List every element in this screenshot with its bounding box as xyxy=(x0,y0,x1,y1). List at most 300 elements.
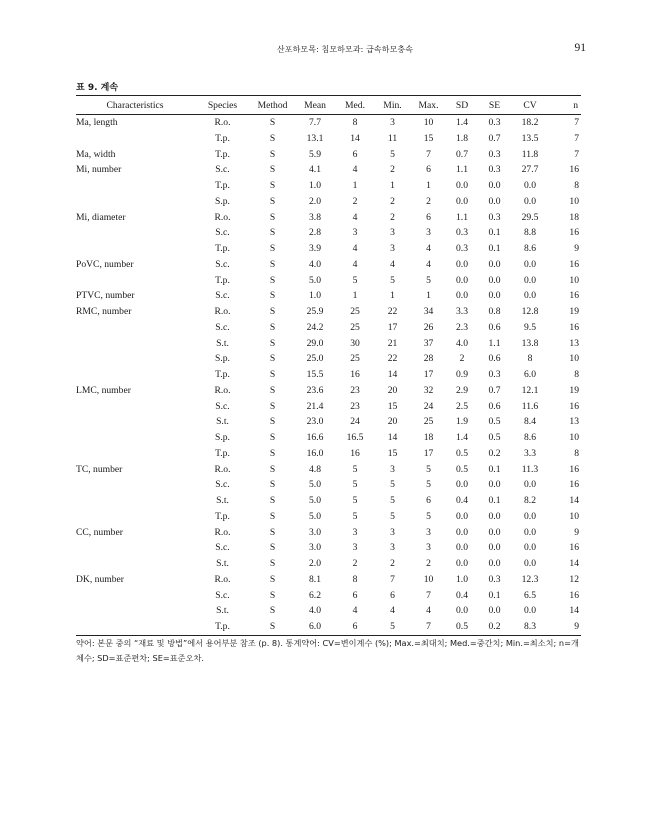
cell-median: 2 xyxy=(352,558,358,569)
cell-sd: 2.9 xyxy=(456,384,468,396)
cell-max: 37 xyxy=(423,337,434,349)
cell-species: T.p. xyxy=(215,243,230,254)
cell-mean: 4.8 xyxy=(309,463,321,475)
cell-mean: 3.0 xyxy=(309,526,321,538)
cell-characteristics xyxy=(76,414,194,430)
cell-sd: 0.0 xyxy=(456,526,468,538)
table-row xyxy=(76,304,581,320)
cell-n: 19 xyxy=(569,384,579,396)
cell-cv: 3.3 xyxy=(524,447,536,459)
cell-se: 0.2 xyxy=(478,619,511,635)
cell-n: 16 xyxy=(569,463,579,475)
cell-cv: 6.0 xyxy=(524,369,536,380)
cell-cv: 8.8 xyxy=(524,227,536,239)
cell-median: 25 xyxy=(350,321,360,333)
cell-median: 4 xyxy=(352,258,358,270)
cell-mean: 24.2 xyxy=(306,321,324,333)
cell-n: 8 xyxy=(574,369,579,380)
cell-species: S.t. xyxy=(216,337,229,349)
cell-mean: 3.9 xyxy=(309,243,321,254)
cell-method: S xyxy=(269,495,276,506)
cell-n: 14 xyxy=(569,605,579,617)
cell-se: 0.5 xyxy=(488,432,501,443)
cell-method: S xyxy=(269,321,276,333)
cell-method: S xyxy=(269,479,276,491)
cell-n: 9 xyxy=(574,526,579,538)
page-number: 91 xyxy=(574,42,586,54)
cell-species: S.p. xyxy=(215,195,230,207)
cell-mean: 8.1 xyxy=(309,573,321,585)
cell-species: S.c. xyxy=(215,542,230,554)
cell-se: 0.3 xyxy=(488,164,501,176)
cell-max: 4 xyxy=(426,258,431,270)
cell-max: 17 xyxy=(423,447,434,459)
cell-characteristics: PTVC, number xyxy=(76,290,135,302)
cell-median: 16.5 xyxy=(346,432,364,443)
cell-n: 12 xyxy=(569,573,579,585)
cell-mean: 2.8 xyxy=(309,227,321,239)
cell-characteristics: LMC, number xyxy=(76,384,131,396)
cell-max: 25 xyxy=(423,416,434,428)
cell-mean: 21.4 xyxy=(306,400,324,412)
cell-n: 16 xyxy=(569,542,579,554)
cell-cv: 13.8 xyxy=(521,337,539,349)
cell-method: S xyxy=(269,117,276,128)
cell-characteristics xyxy=(76,509,194,525)
cell-sd: 3.3 xyxy=(456,306,468,317)
cell-mean: 25.9 xyxy=(306,306,324,317)
cell-se: 1.1 xyxy=(488,337,501,349)
cell-cv: 18.2 xyxy=(521,117,539,128)
cell-n: 16 xyxy=(569,479,579,491)
table-row xyxy=(76,225,581,241)
cell-min: 2 xyxy=(390,195,395,207)
cell-species: S.c. xyxy=(215,164,230,176)
running-head xyxy=(0,44,652,58)
cell-mean: 5.9 xyxy=(309,148,321,160)
cell-cv: 8.6 xyxy=(524,243,536,254)
cell-mean: 16.6 xyxy=(306,432,324,443)
cell-se: 0.3 xyxy=(488,369,501,380)
cell-median: 5 xyxy=(352,510,358,522)
cell-se: 0.7 xyxy=(488,384,501,396)
cell-sd: 0.7 xyxy=(456,148,468,160)
cell-method: S xyxy=(269,589,276,601)
cell-min: 3 xyxy=(390,243,395,254)
cell-se: 0.3 xyxy=(488,117,501,128)
cell-n: 7 xyxy=(574,132,579,144)
cell-median: 5 xyxy=(352,495,358,506)
cell-median: 30 xyxy=(350,337,360,349)
cell-cv: 0.0 xyxy=(524,195,536,207)
cell-cv: 12.3 xyxy=(521,573,539,585)
cell-se: 0.0 xyxy=(488,605,501,617)
cell-median: 5 xyxy=(352,463,358,475)
cell-mean: 16.0 xyxy=(306,447,324,459)
table-row xyxy=(76,414,581,430)
cell-se: 0.1 xyxy=(488,463,501,475)
cell-characteristics: Mi, diameter xyxy=(76,211,126,223)
cell-characteristics: CC, number xyxy=(76,526,123,538)
cell-n: 9 xyxy=(549,619,581,635)
table-row xyxy=(76,210,581,226)
cell-median: 25 xyxy=(350,306,360,317)
cell-method: S xyxy=(269,369,276,380)
cell-min: 1 xyxy=(390,180,395,191)
cell-sd: 1.1 xyxy=(456,164,468,176)
cell-mean: 6.2 xyxy=(309,589,321,601)
cell-mean: 7.7 xyxy=(309,117,321,128)
measurement-table xyxy=(76,95,581,636)
cell-method: S xyxy=(269,164,276,176)
cell-species: T.p. xyxy=(215,132,230,144)
cell-characteristics: Mi, number xyxy=(76,164,122,176)
table-row xyxy=(76,556,581,572)
cell-method: S xyxy=(269,384,276,396)
cell-sd: 2.5 xyxy=(456,400,468,412)
cell-method: S xyxy=(269,227,276,239)
column-header-n: n xyxy=(549,96,581,115)
cell-se: 0.3 xyxy=(488,211,501,223)
cell-species: R.o. xyxy=(214,211,231,223)
cell-characteristics xyxy=(76,225,194,241)
cell-sd: 1.1 xyxy=(456,211,468,223)
cell-characteristics xyxy=(76,446,194,462)
table-row xyxy=(76,288,581,304)
cell-characteristics xyxy=(76,603,194,619)
table-row xyxy=(76,178,581,194)
cell-n: 13 xyxy=(569,337,579,349)
table-row xyxy=(76,162,581,178)
cell-sd: 4.0 xyxy=(456,337,468,349)
cell-sd: 0.5 xyxy=(456,447,468,459)
cell-min: 14 xyxy=(387,369,398,380)
cell-sd: 1.9 xyxy=(456,416,468,428)
cell-max: 1 xyxy=(426,290,431,302)
table-row xyxy=(76,493,581,509)
cell-cv: 11.8 xyxy=(521,148,539,160)
cell-min: 4 xyxy=(390,605,395,617)
cell-min: 5 xyxy=(390,148,395,160)
cell-species: R.o. xyxy=(214,573,231,585)
cell-cv: 0.0 xyxy=(524,274,536,286)
cell-max: 7 xyxy=(426,589,431,601)
table-row xyxy=(76,194,581,210)
cell-cv: 27.7 xyxy=(521,164,539,176)
cell-mean: 1.0 xyxy=(309,180,321,191)
cell-characteristics xyxy=(76,241,194,257)
cell-characteristics xyxy=(76,351,194,367)
cell-se: 0.0 xyxy=(488,510,501,522)
cell-sd: 0.0 xyxy=(456,510,468,522)
cell-n: 10 xyxy=(569,274,579,286)
cell-mean: 4.0 xyxy=(309,605,321,617)
column-header-max: Max. xyxy=(411,96,446,115)
cell-se: 0.0 xyxy=(488,542,501,554)
cell-species: T.p. xyxy=(215,274,230,286)
cell-max: 17 xyxy=(423,369,434,380)
table-row xyxy=(76,446,581,462)
cell-characteristics: DK, number xyxy=(76,573,124,585)
table-footnote: 약어: 본문 중의 “재료 및 방법”에서 용어부분 참조 (p. 8). 통계약어: CV=변이계수 (%); Max.=최대치; Med.=중간치; Min.=최소치; n=개체수; SD=표준편차; SE=표준오차. xyxy=(76,638,579,663)
cell-median: 4 xyxy=(352,211,358,223)
cell-species: S.c. xyxy=(215,400,230,412)
cell-characteristics xyxy=(76,178,194,194)
cell-method: S xyxy=(269,274,276,286)
cell-sd: 0.0 xyxy=(456,180,468,191)
table-row xyxy=(76,383,581,399)
cell-min: 20 xyxy=(387,416,398,428)
cell-characteristics: Ma, length xyxy=(76,117,118,128)
cell-mean: 3.0 xyxy=(309,542,321,554)
cell-n: 14 xyxy=(569,558,579,569)
cell-characteristics xyxy=(76,273,194,289)
table-row xyxy=(76,147,581,163)
cell-max: 26 xyxy=(423,321,434,333)
cell-se: 0.1 xyxy=(488,589,501,601)
cell-min: 5 xyxy=(390,510,395,522)
cell-characteristics xyxy=(76,336,194,352)
cell-mean: 23.0 xyxy=(306,416,324,428)
cell-method: S xyxy=(269,542,276,554)
cell-species: S.t. xyxy=(216,558,229,569)
cell-method: S xyxy=(269,447,276,459)
cell-mean: 5.0 xyxy=(309,510,321,522)
cell-n: 16 xyxy=(569,227,579,239)
cell-mean: 5.0 xyxy=(309,479,321,491)
cell-max: 5 xyxy=(426,463,431,475)
cell-method: S xyxy=(269,463,276,475)
cell-species: R.o. xyxy=(214,306,231,317)
cell-median: 8 xyxy=(352,573,358,585)
cell-max: 5 xyxy=(426,274,431,286)
cell-species: S.c. xyxy=(215,290,230,302)
cell-cv: 0.0 xyxy=(524,558,536,569)
cell-median: 24 xyxy=(350,416,360,428)
cell-sd: 1.8 xyxy=(456,132,468,144)
cell-n: 10 xyxy=(569,353,579,365)
cell-min: 14 xyxy=(387,432,398,443)
cell-min: 21 xyxy=(387,337,398,349)
cell-max: 4 xyxy=(426,605,431,617)
cell-se: 0.3 xyxy=(488,573,501,585)
cell-cv: 8.6 xyxy=(524,432,536,443)
table-row xyxy=(76,320,581,336)
cell-sd: 0.0 xyxy=(456,479,468,491)
cell-n: 13 xyxy=(569,416,579,428)
cell-median: 1 xyxy=(352,180,358,191)
cell-min: 2 xyxy=(390,211,395,223)
cell-max: 3 xyxy=(426,227,431,239)
cell-sd: 0.5 xyxy=(456,463,468,475)
cell-median: 3 xyxy=(352,542,358,554)
cell-n: 8 xyxy=(574,180,579,191)
cell-characteristics xyxy=(76,194,194,210)
cell-species: S.p. xyxy=(215,353,230,365)
table-row xyxy=(76,540,581,556)
cell-min: 5 xyxy=(374,619,411,635)
cell-median: 6 xyxy=(352,148,358,160)
cell-n: 8 xyxy=(574,447,579,459)
cell-median: 3 xyxy=(352,227,358,239)
cell-species: S.p. xyxy=(215,432,230,443)
table-row xyxy=(76,525,581,541)
cell-max: 15 xyxy=(423,132,434,144)
cell-n: 16 xyxy=(569,400,579,412)
cell-cv: 0.0 xyxy=(524,479,536,491)
column-header-cv: CV xyxy=(511,96,549,115)
table-row xyxy=(76,462,581,478)
cell-min: 4 xyxy=(390,258,395,270)
table-row xyxy=(76,367,581,383)
cell-n: 19 xyxy=(569,306,579,317)
table-row xyxy=(76,603,581,619)
cell-max: 5 xyxy=(426,510,431,522)
cell-characteristics xyxy=(76,619,194,635)
cell-characteristics xyxy=(76,430,194,446)
table-row xyxy=(76,351,581,367)
cell-max: 6 xyxy=(426,164,431,176)
cell-max: 3 xyxy=(426,542,431,554)
cell-min: 2 xyxy=(390,558,395,569)
cell-sd: 0.0 xyxy=(456,290,468,302)
cell-min: 3 xyxy=(390,117,395,128)
cell-mean: 2.0 xyxy=(309,195,321,207)
cell-method: S xyxy=(269,558,276,569)
cell-cv: 0.0 xyxy=(524,542,536,554)
cell-sd: 0.0 xyxy=(456,195,468,207)
table-row xyxy=(76,509,581,525)
table-header-row xyxy=(76,96,581,115)
cell-median: 23 xyxy=(350,400,360,412)
cell-median: 6 xyxy=(336,619,374,635)
cell-min: 5 xyxy=(390,479,395,491)
cell-n: 10 xyxy=(569,510,579,522)
cell-se: 0.6 xyxy=(488,321,501,333)
cell-method: S xyxy=(269,432,276,443)
cell-method: S xyxy=(269,290,276,302)
cell-max: 24 xyxy=(423,400,434,412)
table-row xyxy=(76,430,581,446)
cell-n: 16 xyxy=(569,258,579,270)
cell-species: T.p. xyxy=(215,369,230,380)
cell-method: S xyxy=(269,526,276,538)
cell-characteristics: RMC, number xyxy=(76,306,132,317)
cell-mean: 25.0 xyxy=(306,353,324,365)
cell-species: T.p. xyxy=(194,619,251,635)
cell-cv: 6.5 xyxy=(524,589,536,601)
cell-se: 0.8 xyxy=(488,306,501,317)
cell-n: 18 xyxy=(569,211,579,223)
cell-mean: 13.1 xyxy=(306,132,324,144)
cell-cv: 11.3 xyxy=(521,463,539,475)
cell-min: 5 xyxy=(390,495,395,506)
cell-se: 0.0 xyxy=(488,274,501,286)
cell-se: 0.0 xyxy=(488,479,501,491)
table-row xyxy=(76,273,581,289)
cell-characteristics xyxy=(76,556,194,572)
cell-max: 6 xyxy=(426,495,431,506)
cell-method: S xyxy=(269,337,276,349)
cell-method: S xyxy=(269,400,276,412)
cell-method: S xyxy=(269,605,276,617)
cell-sd: 0.0 xyxy=(456,558,468,569)
column-header-method: Method xyxy=(251,96,294,115)
cell-species: S.c. xyxy=(215,321,230,333)
cell-se: 0.2 xyxy=(488,447,501,459)
cell-max: 34 xyxy=(423,306,434,317)
cell-method: S xyxy=(269,180,276,191)
cell-max: 2 xyxy=(426,195,431,207)
cell-species: S.c. xyxy=(215,589,230,601)
cell-characteristics: TC, number xyxy=(76,463,123,475)
cell-mean: 23.6 xyxy=(306,384,324,396)
cell-cv: 9.5 xyxy=(524,321,536,333)
cell-cv: 0.0 xyxy=(524,605,536,617)
cell-characteristics: PoVC, number xyxy=(76,258,134,270)
cell-max: 7 xyxy=(426,148,431,160)
table-row xyxy=(76,399,581,415)
cell-sd: 1.4 xyxy=(456,117,468,128)
cell-min: 20 xyxy=(387,384,398,396)
cell-n: 10 xyxy=(569,195,579,207)
cell-min: 22 xyxy=(387,353,398,365)
cell-n: 16 xyxy=(569,290,579,302)
cell-max: 5 xyxy=(426,479,431,491)
data-table-container xyxy=(76,95,581,636)
cell-sd: 1.4 xyxy=(456,432,468,443)
cell-cv: 8.3 xyxy=(511,619,549,635)
cell-median: 25 xyxy=(350,353,360,365)
cell-se: 0.6 xyxy=(488,353,501,365)
cell-method: S xyxy=(269,132,276,144)
cell-max: 10 xyxy=(423,573,434,585)
cell-n: 9 xyxy=(574,243,579,254)
cell-sd: 0.0 xyxy=(456,274,468,286)
cell-se: 0.7 xyxy=(488,132,501,144)
cell-cv: 0.0 xyxy=(524,290,536,302)
cell-n: 10 xyxy=(569,432,579,443)
cell-min: 3 xyxy=(390,227,395,239)
cell-min: 11 xyxy=(387,132,398,144)
cell-median: 16 xyxy=(350,447,360,459)
cell-characteristics xyxy=(76,588,194,604)
cell-method: S xyxy=(251,619,294,635)
cell-se: 0.5 xyxy=(488,416,501,428)
cell-species: T.p. xyxy=(215,180,230,191)
cell-se: 0.0 xyxy=(488,558,501,569)
cell-characteristics: Ma, width xyxy=(76,148,116,160)
cell-median: 6 xyxy=(352,589,358,601)
cell-species: S.t. xyxy=(216,495,229,506)
cell-se: 0.6 xyxy=(488,400,501,412)
cell-min: 22 xyxy=(387,306,398,317)
cell-characteristics xyxy=(76,399,194,415)
table-row xyxy=(76,336,581,352)
cell-method: S xyxy=(269,195,276,207)
column-header-se: SE xyxy=(478,96,511,115)
cell-sd: 0.0 xyxy=(456,258,468,270)
table-row xyxy=(76,619,581,635)
cell-max: 32 xyxy=(423,384,434,396)
table-row xyxy=(76,477,581,493)
cell-median: 4 xyxy=(352,243,358,254)
cell-min: 15 xyxy=(387,447,398,459)
cell-method: S xyxy=(269,573,276,585)
cell-sd: 2.3 xyxy=(456,321,468,333)
table-row xyxy=(76,572,581,588)
column-header-sd: SD xyxy=(446,96,478,115)
